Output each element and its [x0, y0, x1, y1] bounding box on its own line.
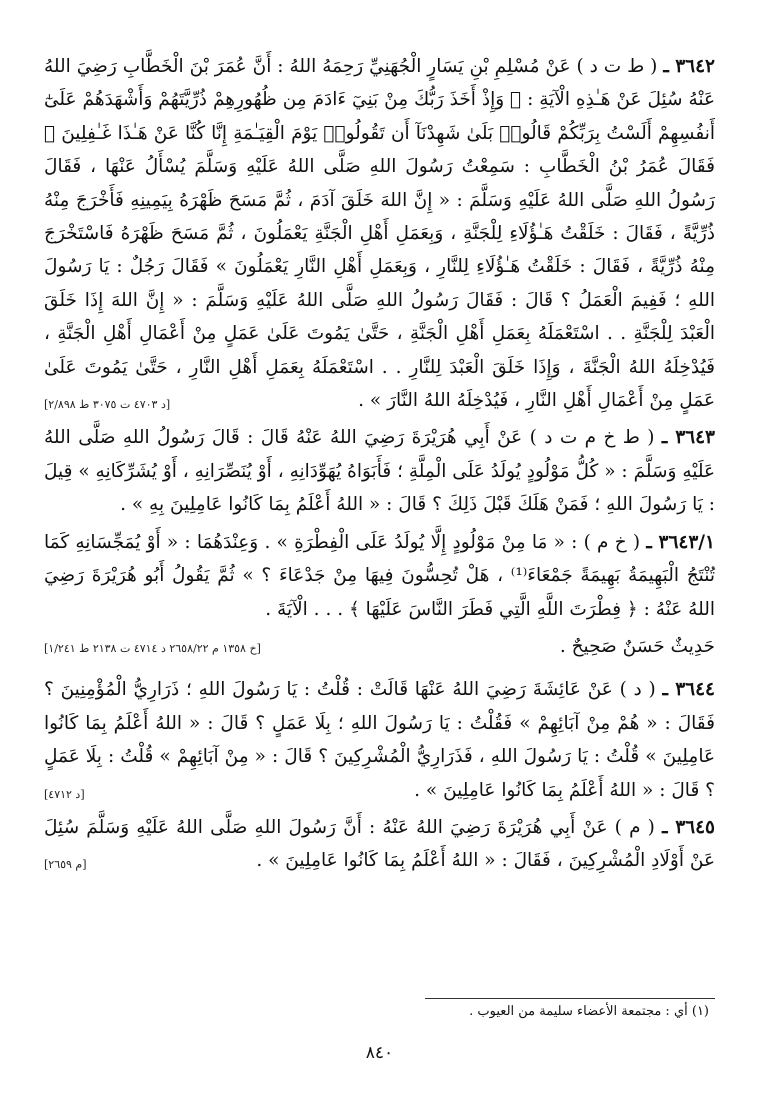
hadith-text: ( خ م ) : « مَا مِنْ مَوْلُودٍ إِلَّا يُولَدُ عَلَى الْفِطْرَةِ » . وَعِنْدَهُمَا : « أَوْ يُمَجِّسَانِهِ كَمَا تُنْتَجُ الْبَهِيمَةُ بَهِيمَةً جَمْعَاءَ⁽¹⁾ ، هَلْ تُحِسُّونَ فِيهَا مِنْ جَدْعَاءَ ؟ » ثُمَّ يَقُولُ أَبُو هُرَيْرَةَ رَضِيَ اللهُ عَنْهُ : ﴿ فِطْرَتَ اللَّهِ الَّتِي فَطَرَ النَّاسَ عَلَيْهَا ﴾ . . . الْآيَةَ . [44, 531, 715, 620]
hadith-text: ( ط ت د ) عَنْ مُسْلِمِ بْنِ يَسَارٍ الْجُهَنِيِّ رَحِمَهُ اللهُ : أَنَّ عُمَرَ بْنَ الْخَطَّابِ رَضِيَ اللهُ عَنْهُ سُئِلَ عَنْ هَـٰذِهِ الْآيَةِ : ﴿ وَإِذْ أَخَذَ رَبُّكَ مِنْ بَنِيٓ ءَادَمَ مِن ظُهُورِهِمْ ذُرِّيَّتَهُمْ وَأَشْهَدَهُمْ عَلَىٰٓ أَنفُسِهِمْ أَلَسْتُ بِرَبِّكُمْ قَالُوا۟ بَلَىٰ شَهِدْنَآ أَن تَقُولُوا۟ يَوْمَ الْقِيَـٰمَةِ إِنَّا كُنَّا عَنْ هَـٰذَا غَـٰفِلِينَ ﴾ فَقَالَ عُمَرُ بْنُ الْخَطَّابِ : سَمِعْتُ رَسُولَ اللهِ صَلَّى اللهُ عَلَيْهِ وَسَلَّمَ يُسْأَلُ عَنْهَا ، فَقَالَ رَسُولُ اللهِ صَلَّى اللهُ عَلَيْهِ وَسَلَّمَ : « إِنَّ اللهَ خَلَقَ آدَمَ ، ثُمَّ مَسَحَ ظَهْرَهُ بِيَمِينِهِ فَأَخْرَجَ مِنْهُ ذُرِّيَّةً ، فَقَالَ : خَلَقْتُ هَـٰؤُلَاءِ لِلْجَنَّةِ ، وَبِعَمَلِ أَهْلِ الْجَنَّةِ يَعْمَلُونَ ، ثُمَّ مَسَحَ ظَهْرَهُ فَاسْتَخْرَجَ مِنْهُ ذُرِّيَّةً ، فَقَالَ : خَلَقْتُ هَـٰؤُلَاءِ لِلنَّارِ ، وَبِعَمَلِ أَهْلِ النَّارِ يَعْمَلُونَ » فَقَالَ رَجُلٌ : يَا رَسُولَ اللهِ ؛ فَفِيمَ الْعَمَلُ ؟ قَالَ : فَقَالَ رَسُولُ اللهِ صَلَّى اللهُ عَلَيْهِ وَسَلَّمَ : « إِنَّ اللهَ إِذَا خَلَقَ الْعَبْدَ لِلْجَنَّةِ . . اسْتَعْمَلَهُ بِعَمَلِ أَهْلِ الْجَنَّةِ ، حَتَّىٰ يَمُوتَ عَلَىٰ عَمَلٍ مِنْ أَعْمَالِ أَهْلِ الْجَنَّةِ ، فَيُدْخِلَهُ اللهُ الْجَنَّةَ ، وَإِذَا خَلَقَ الْعَبْدَ لِلنَّارِ . . اسْتَعْمَلَهُ بِعَمَلِ أَهْلِ النَّارِ ، حَتَّىٰ يَمُوتَ عَلَىٰ عَمَلٍ مِنْ أَعْمَالِ أَهْلِ النَّارِ ، فَيُدْخِلَهُ اللهُ النَّارَ » . [44, 56, 715, 412]
page-body [44, 50, 715, 882]
hadith-reference: [د ٤٧٠٣ ت ٣٠٧٥ ط ٢/٨٩٨] [44, 398, 171, 412]
hadith-number: ٣٦٤٥ ـ [662, 816, 715, 838]
footnote-divider [425, 998, 715, 999]
hadith-reference: [خ ١٣٥٨ م ٢٦٥٨/٢٢ د ٤٧١٤ ت ٢١٣٨ ط ١/٢٤١] [44, 641, 261, 655]
hadith-3644 [44, 673, 715, 807]
hadith-number: ٣٦٤٢ ـ [663, 56, 715, 77]
footnote: (١) أي : مجتمعة الأعضاء سليمة من العيوب . [469, 1004, 709, 1019]
hadith-number: ٣٦٤٤ ـ [662, 679, 715, 701]
hadith-text: ( م ) عَنْ أَبِي هُرَيْرَةَ رَضِيَ اللهُ عَنْهُ : أَنَّ رَسُولَ اللهِ صَلَّى اللهُ عَلَيْهِ وَسَلَّمَ سُئِلَ عَنْ أَوْلَادِ الْمُشْرِكِينَ ، فَقَالَ : « اللهُ أَعْلَمُ بِمَا كَانُوا عَامِلِينَ » . [44, 816, 715, 872]
hadith-3643-1 [44, 526, 715, 626]
hadith-text: ( ط خ م ت د ) عَنْ أَبِي هُرَيْرَةَ رَضِيَ اللهُ عَنْهُ قَالَ : قَالَ رَسُولُ اللهِ صَلَّى اللهُ عَلَيْهِ وَسَلَّمَ : « كُلُّ مَوْلُودٍ يُولَدُ عَلَى الْمِلَّةِ ؛ فَأَبَوَاهُ يُهَوِّدَانِهِ ، أَوْ يُنَصِّرَانِهِ ، أَوْ يُشَرِّكَانِهِ » قِيلَ : يَا رَسُولَ اللهِ ؛ فَمَنْ هَلَكَ قَبْلَ ذَلِكَ ؟ قَالَ : « اللهُ أَعْلَمُ بِمَا كَانُوا عَامِلِينَ بِهِ » . [44, 427, 715, 516]
hadith-3645 [44, 811, 715, 878]
page-number: ٨٤٠ [365, 1043, 394, 1063]
hadith-3643 [44, 421, 715, 521]
hadith-3642 [44, 50, 715, 417]
hadith-reference: [د ٤٧١٢] [44, 787, 85, 801]
grade-line [44, 630, 715, 665]
hadith-text: ( د ) عَنْ عَائِشَةَ رَضِيَ اللهُ عَنْهَا قَالَتْ : قُلْتُ : يَا رَسُولَ اللهِ ؛ ذَرَارِيُّ الْمُؤْمِنِينَ ؟ فَقَالَ : « هُمْ مِنْ آبَائِهِمْ » فَقُلْتُ : يَا رَسُولَ اللهِ ؛ بِلَا عَمَلٍ ؟ قَالَ : « اللهُ أَعْلَمُ بِمَا كَانُوا عَامِلِينَ » قُلْتُ : يَا رَسُولَ اللهِ ، فَذَرَارِيُّ الْمُشْرِكِينَ ؟ قَالَ : « مِنْ آبَائِهِمْ » قُلْتُ : بِلَا عَمَلٍ ؟ قَالَ : « اللهُ أَعْلَمُ بِمَا كَانُوا عَامِلِينَ » . [44, 679, 715, 801]
hadith-number: ٣٦٤٣ ـ [661, 427, 715, 449]
hadith-number: ٣٦٤٣/١ ـ [646, 531, 715, 553]
hadith-grade: حَدِيثٌ حَسَنٌ صَحِيحٌ . [559, 635, 715, 657]
hadith-reference: [م ٢٦٥٩] [44, 858, 87, 872]
